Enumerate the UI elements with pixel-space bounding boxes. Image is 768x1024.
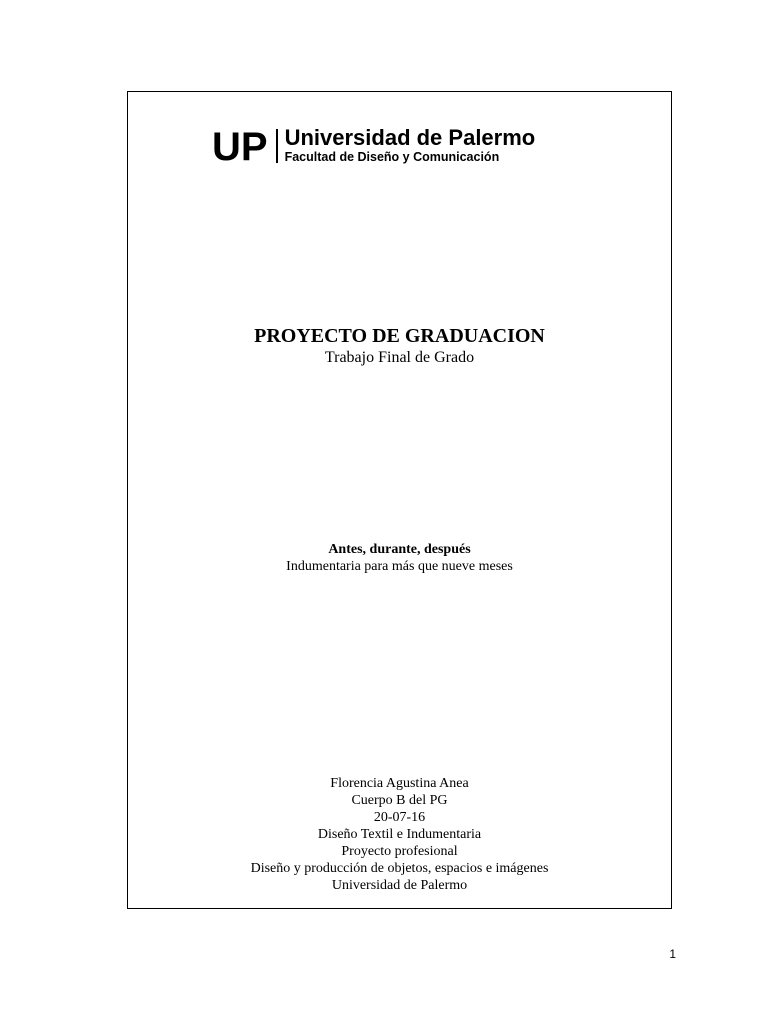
document-section: Cuerpo B del PG (351, 793, 448, 808)
thematic-line: Diseño y producción de objetos, espacios e imágenes (250, 861, 549, 876)
logo-mark: UP (212, 125, 268, 169)
credits-block (127, 775, 672, 894)
institution-name: Universidad de Palermo (331, 878, 468, 893)
project-category: Proyecto profesional (341, 844, 458, 859)
logo-university-name: Universidad de Palermo (284, 125, 536, 150)
logo-text (285, 127, 536, 165)
logo-divider (276, 129, 278, 163)
document-date: 20-07-16 (373, 810, 426, 825)
document-title: PROYECTO DE GRADUACION (254, 325, 545, 347)
career-name: Diseño Textil e Indumentaria (317, 827, 482, 842)
work-subtitle: Indumentaria para más que nueve meses (286, 559, 513, 574)
university-logo (212, 125, 536, 169)
author-name: Florencia Agustina Anea (330, 776, 469, 791)
page-number: 1 (669, 947, 676, 961)
logo-faculty-name: Facultad de Diseño y Comunicación (284, 150, 500, 164)
document-subtitle: Trabajo Final de Grado (324, 349, 475, 366)
work-title: Antes, durante, después (328, 542, 471, 557)
